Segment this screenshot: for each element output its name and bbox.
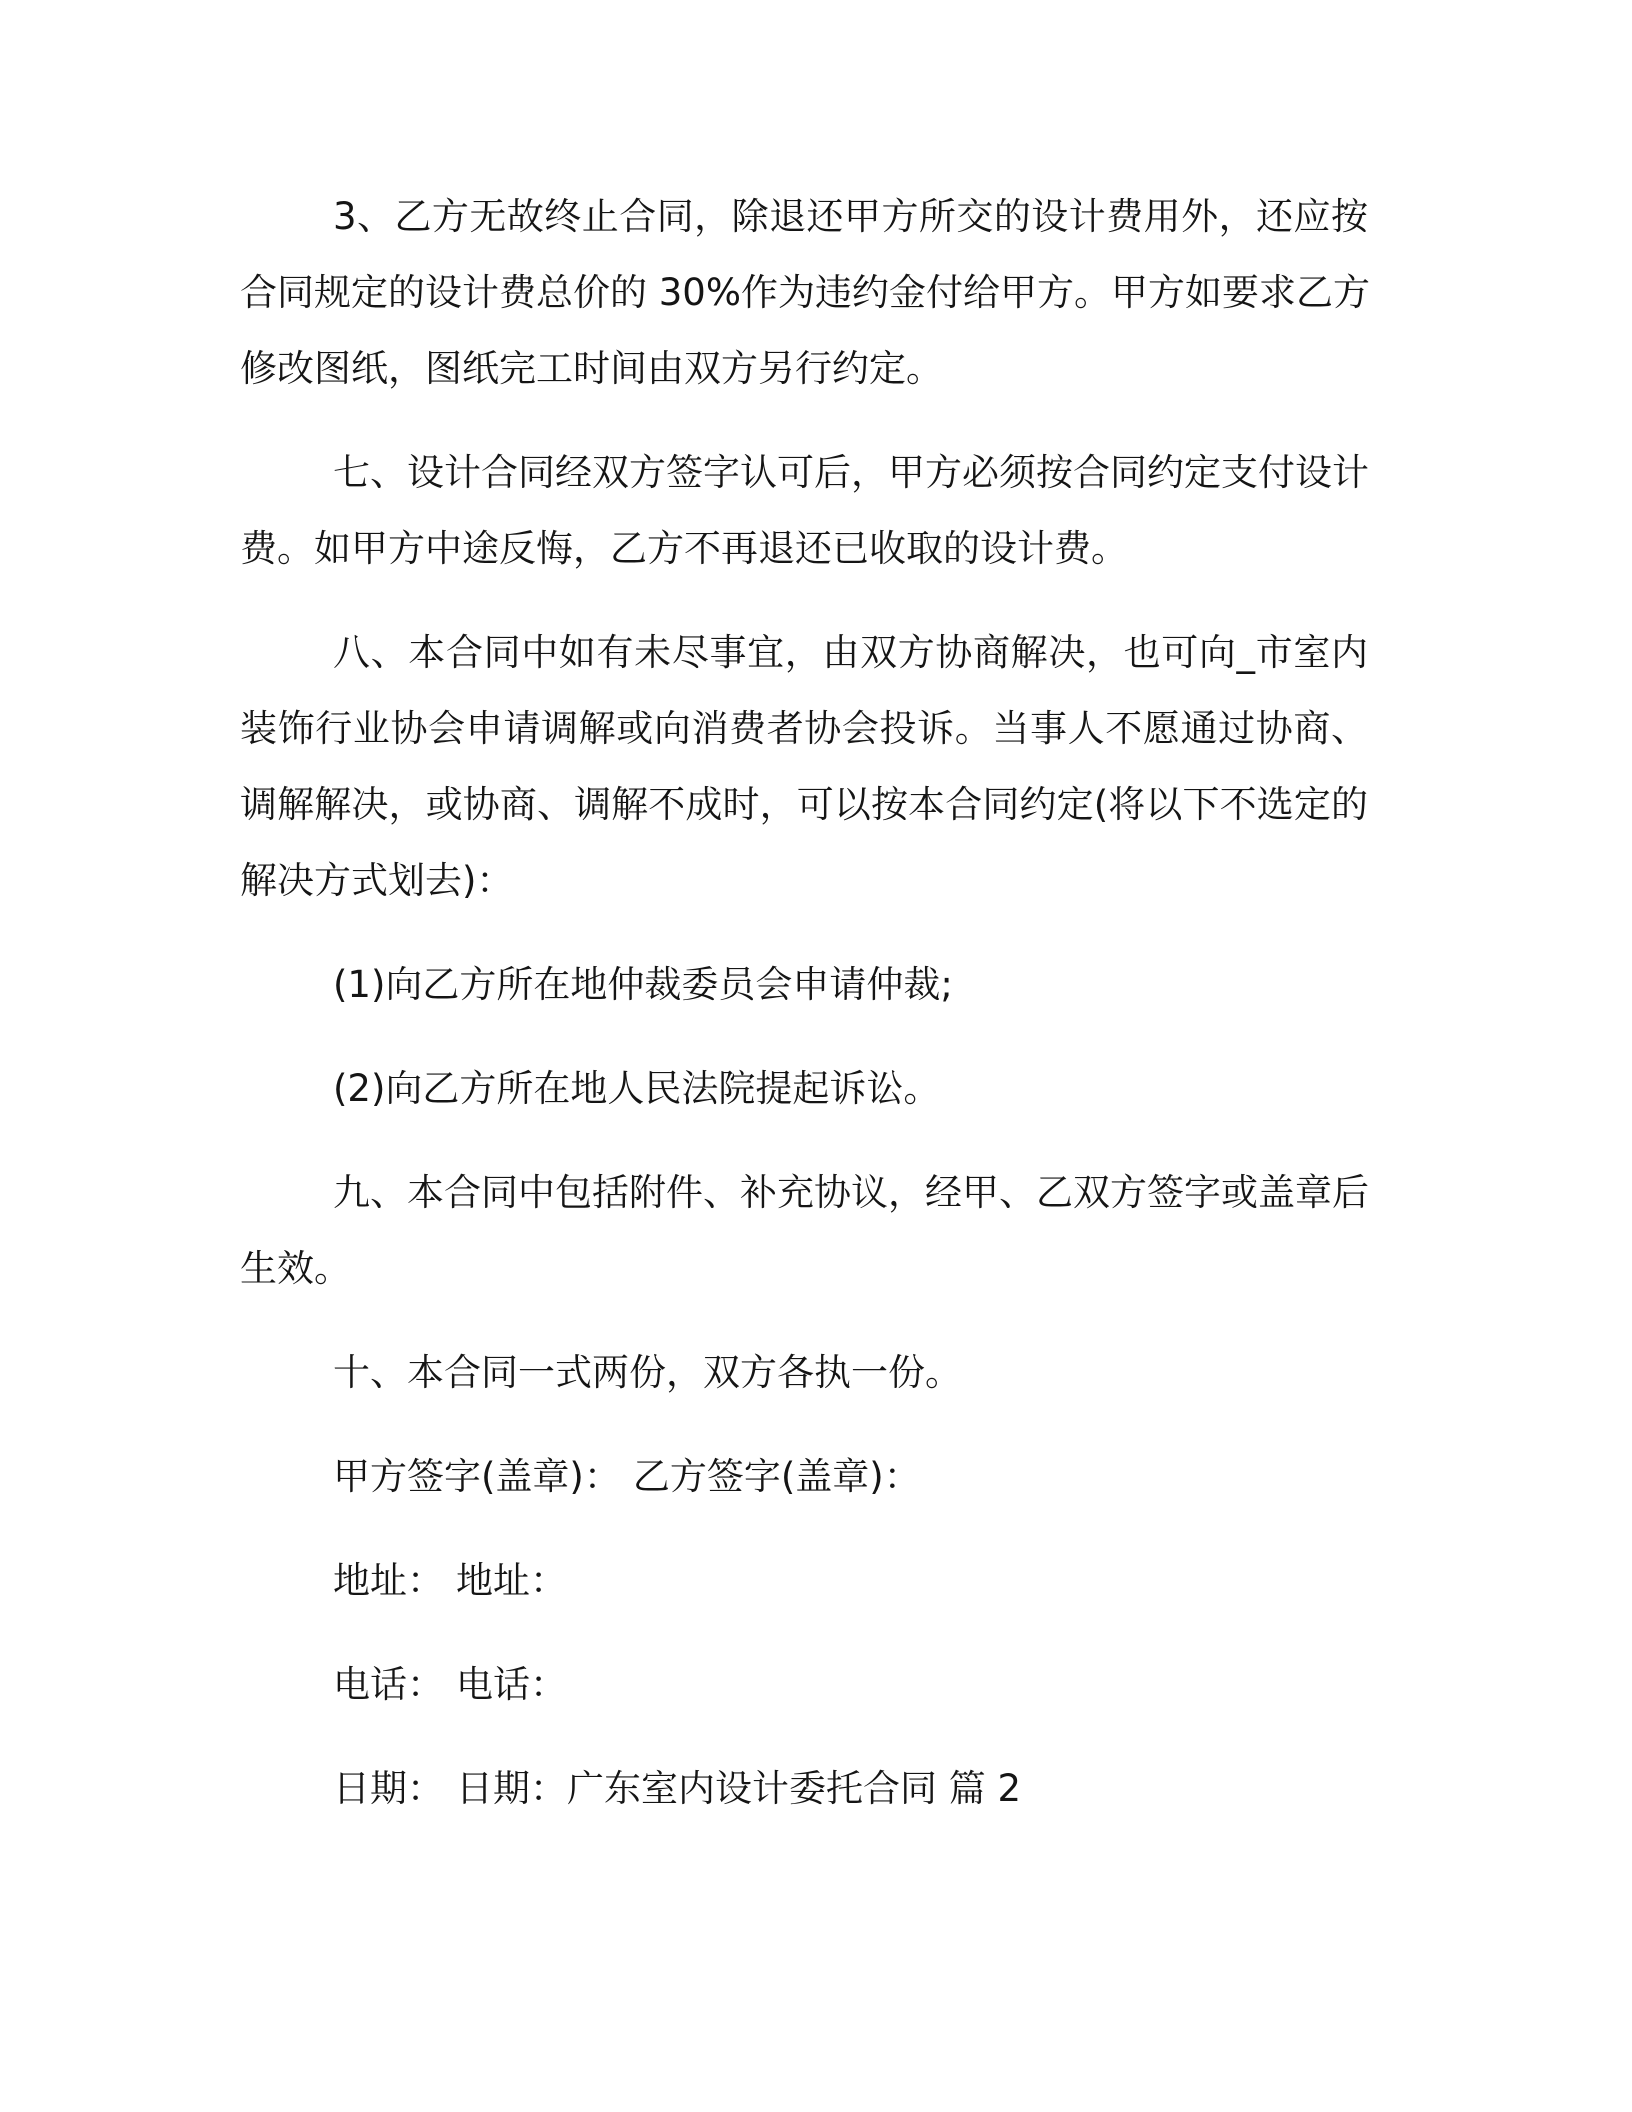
text-line: 费。如甲方中途反悔，乙方不再退还已收取的设计费。 <box>240 527 1128 570</box>
clause-8-dispute <box>240 615 1368 919</box>
text-line: 八、本合同中如有未尽事宜，由双方协商解决，也可向_市室内 <box>333 631 1368 674</box>
address-line <box>240 1543 1368 1619</box>
party-a-address-label: 地址： <box>333 1559 444 1602</box>
clause-7-payment <box>240 435 1368 587</box>
text-line: 调解解决，或协商、调解不成时，可以按本合同约定(将以下不选定的 <box>240 783 1368 826</box>
signature-row <box>240 1439 1368 1515</box>
date-line <box>240 1751 1368 1827</box>
text-line: 合同规定的设计费总价的 30%作为违约金付给甲方。甲方如要求乙方 <box>240 271 1370 314</box>
address-row <box>240 1543 1368 1619</box>
phone-row <box>240 1647 1368 1723</box>
next-document-title: 广东室内设计委托合同 篇 2 <box>567 1767 1022 1810</box>
clause-3-termination <box>240 179 1368 407</box>
party-b-signature-label: 乙方签字(盖章)： <box>632 1455 921 1498</box>
party-b-date-label: 日期： <box>456 1767 567 1810</box>
party-a-signature-label: 甲方签字(盖章)： <box>333 1455 621 1498</box>
clause-10-copies <box>240 1335 1368 1411</box>
party-b-phone-label: 电话： <box>456 1663 567 1706</box>
text-line: 生效。 <box>240 1247 351 1290</box>
text-line: 装饰行业协会申请调解或向消费者协会投诉。当事人不愿通过协商、 <box>240 707 1368 750</box>
text-line: (1)向乙方所在地仲裁委员会申请仲裁; <box>333 963 953 1006</box>
party-b-address-label: 地址： <box>456 1559 567 1602</box>
text-line: 七、设计合同经双方签字认可后，甲方必须按合同约定支付设计 <box>333 451 1369 494</box>
signature-line <box>240 1439 1368 1515</box>
text-line: 修改图纸，图纸完工时间由双方另行约定。 <box>240 347 943 390</box>
dispute-option-1 <box>240 947 1368 1023</box>
text-line: 解决方式划去)： <box>240 859 514 902</box>
dispute-option-2 <box>240 1051 1368 1127</box>
phone-line <box>240 1647 1368 1723</box>
clause-9-effectiveness <box>240 1155 1368 1307</box>
document-body <box>240 179 1368 1855</box>
text-line: (2)向乙方所在地人民法院提起诉讼。 <box>333 1067 941 1110</box>
party-a-date-label: 日期： <box>333 1767 444 1810</box>
date-row <box>240 1751 1368 1827</box>
text-line: 九、本合同中包括附件、补充协议，经甲、乙双方签字或盖章后 <box>333 1171 1369 1214</box>
party-a-phone-label: 电话： <box>333 1663 444 1706</box>
text-line: 3、乙方无故终止合同，除退还甲方所交的设计费用外，还应按 <box>333 195 1368 238</box>
text-line: 十、本合同一式两份，双方各执一份。 <box>333 1351 962 1394</box>
